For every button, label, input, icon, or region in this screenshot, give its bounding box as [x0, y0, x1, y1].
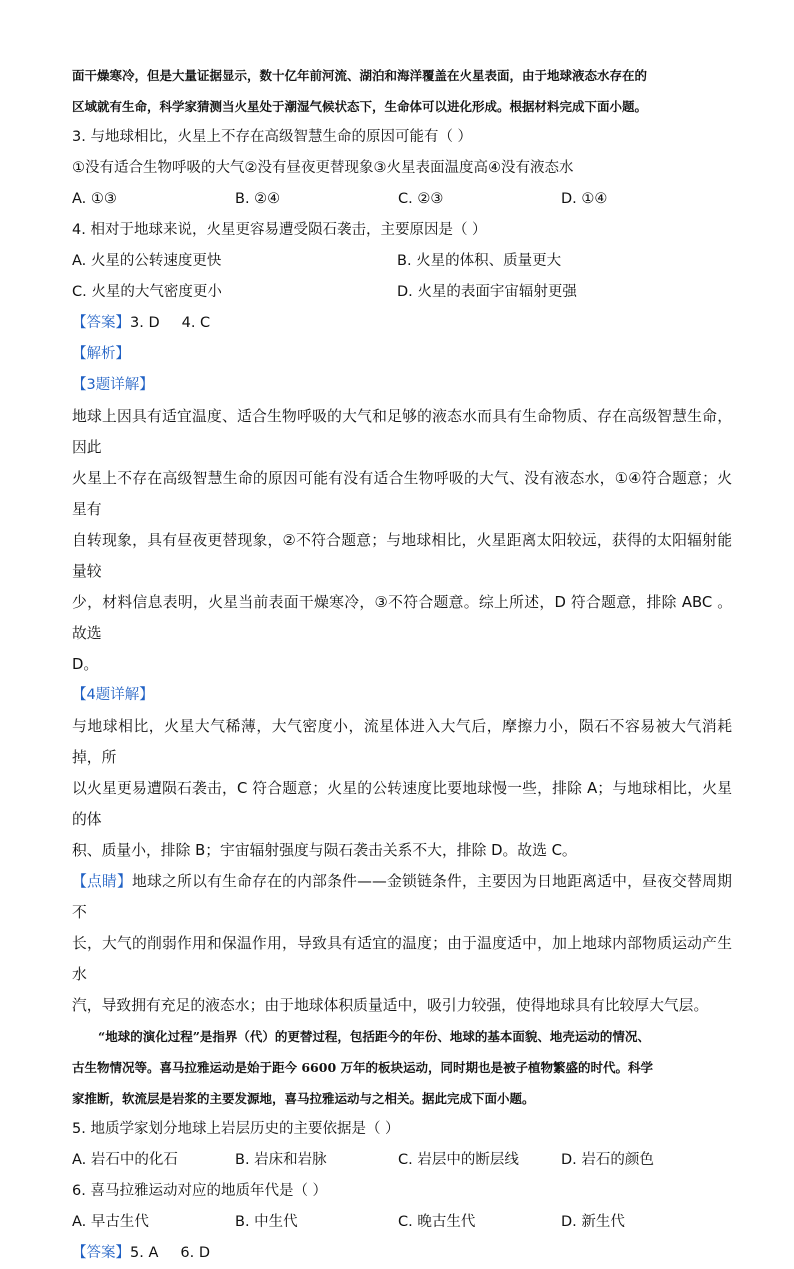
option-b: B. 火星的体积、质量更大 [397, 253, 562, 269]
analysis-heading [72, 339, 732, 370]
option-d: D. 新生代 [561, 1214, 625, 1230]
option-b: B. 中生代 [235, 1214, 298, 1230]
comment-text: 地球之所以有生命存在的内部条件——金锁链条件，主要因为日地距离适中，昼夜交替周期不 [72, 873, 732, 921]
detail-4-line: 积、质量小，排除 B；宇宙辐射强度与陨石袭击关系不大，排除 D。故选 C。 [72, 842, 577, 859]
detail-3-line: 少，材料信息表明，火星当前表面干燥寒冷，③不符合题意。综上所述，D 符合题意，排除 ABC 。故选 [72, 594, 732, 642]
detail-4-line: 与地球相比，火星大气稀薄，大气密度小，流星体进入大气后，摩擦力小，陨石不容易被大气消耗掉，所 [72, 718, 732, 766]
question-4-options-row1 [72, 246, 732, 277]
question-6-options [72, 1207, 732, 1238]
option-c: C. 晚古生代 [398, 1214, 476, 1230]
option-a: A. 早古生代 [72, 1214, 149, 1230]
option-c: C. 岩层中的断层线 [398, 1152, 519, 1168]
answer-block-1 [72, 308, 732, 339]
detail-4-line: 以火星更易遭陨石袭击，C 符合题意；火星的公转速度比要地球慢一些，排除 A；与地球相比，火星的体 [72, 780, 732, 828]
detail-3-line: D。 [72, 656, 99, 673]
option-b: B. 岩床和岩脉 [235, 1152, 327, 1168]
detail-3-line: 自转现象，具有昼夜更替现象，②不符合题意；与地球相比，火星距离太阳较远，获得的太阳辐射能量较 [72, 532, 732, 580]
option-d: D. 岩石的颜色 [561, 1152, 654, 1168]
answer-tag: 【答案】 [72, 315, 130, 331]
answer-3: 3. D [130, 315, 160, 331]
question-4-stem: 4. 相对于地球来说，火星更容易遭受陨石袭击，主要原因是（ ） [72, 222, 487, 238]
comment-tag: 【点睛】 [72, 873, 133, 890]
question-3-items: ①没有适合生物呼吸的大气②没有昼夜更替现象③火星表面温度高④没有液态水 [72, 160, 574, 176]
document-page [72, 60, 732, 1269]
question-5-stem: 5. 地质学家划分地球上岩层历史的主要依据是（ ） [72, 1121, 400, 1137]
detail-4-tag: 【4题详解】 [72, 687, 154, 703]
detail-3-tag: 【3题详解】 [72, 377, 154, 393]
material1-line: 区域就有生命，科学家猜测当火星处于潮湿气候状态下，生命体可以进化形成。根据材料完成下面小题。 [72, 99, 648, 114]
detail-3-heading [72, 370, 732, 401]
comment-first-line [72, 866, 732, 928]
option-a: A. ①③ [72, 191, 117, 207]
answer-6: 6. D [180, 1245, 210, 1261]
material2-line: 古生物情况等。喜马拉雅运动是始于距今 6600 万年的板块运动，同时期也是被子植物繁盛的时代。科学 [72, 1060, 653, 1075]
detail-4-heading [72, 680, 732, 711]
question-3-stem: 3. 与地球相比，火星上不存在高级智慧生命的原因可能有（ ） [72, 129, 473, 145]
comment-line: 汽，导致拥有充足的液态水；由于地球体积质量适中，吸引力较强，使得地球具有比较厚大气层。 [72, 997, 709, 1014]
material2-line: 家推断，软流层是岩浆的主要发源地，喜马拉雅运动与之相关。据此完成下面小题。 [72, 1091, 535, 1106]
detail-3-line: 火星上不存在高级智慧生命的原因可能有没有适合生物呼吸的大气、没有液态水，①④符合题意；火星有 [72, 470, 732, 518]
question-3-options [72, 184, 732, 215]
material1-line: 面干燥寒冷，但是大量证据显示，数十亿年前河流、湖泊和海洋覆盖在火星表面，由于地球液态水存在的 [72, 68, 648, 83]
option-c: C. ②③ [398, 191, 444, 207]
option-d: D. 火星的表面宇宙辐射更强 [397, 284, 577, 300]
option-d: D. ①④ [561, 191, 608, 207]
answer-4: 4. C [181, 315, 211, 331]
comment-line: 长，大气的削弱作用和保温作用，导致具有适宜的温度；由于温度适中，加上地球内部物质运动产生水 [72, 935, 732, 983]
answer-block-2 [72, 1238, 732, 1269]
answer-tag: 【答案】 [72, 1245, 130, 1261]
question-6-stem: 6. 喜马拉雅运动对应的地质年代是（ ） [72, 1183, 328, 1199]
analysis-tag: 【解析】 [72, 346, 130, 362]
option-c: C. 火星的大气密度更小 [72, 284, 222, 300]
answer-5: 5. A [130, 1245, 159, 1261]
option-a: A. 火星的公转速度更快 [72, 253, 222, 269]
option-a: A. 岩石中的化石 [72, 1152, 178, 1168]
question-5-options [72, 1145, 732, 1176]
option-b: B. ②④ [235, 191, 281, 207]
question-4-options-row2 [72, 277, 732, 308]
material2-line: “地球的演化过程”是指界（代）的更替过程，包括距今的年份、地球的基本面貌、地壳运动的情况、 [98, 1029, 650, 1044]
detail-3-line: 地球上因具有适宜温度、适合生物呼吸的大气和足够的液态水而具有生命物质、存在高级智慧生命，因此 [72, 408, 732, 456]
